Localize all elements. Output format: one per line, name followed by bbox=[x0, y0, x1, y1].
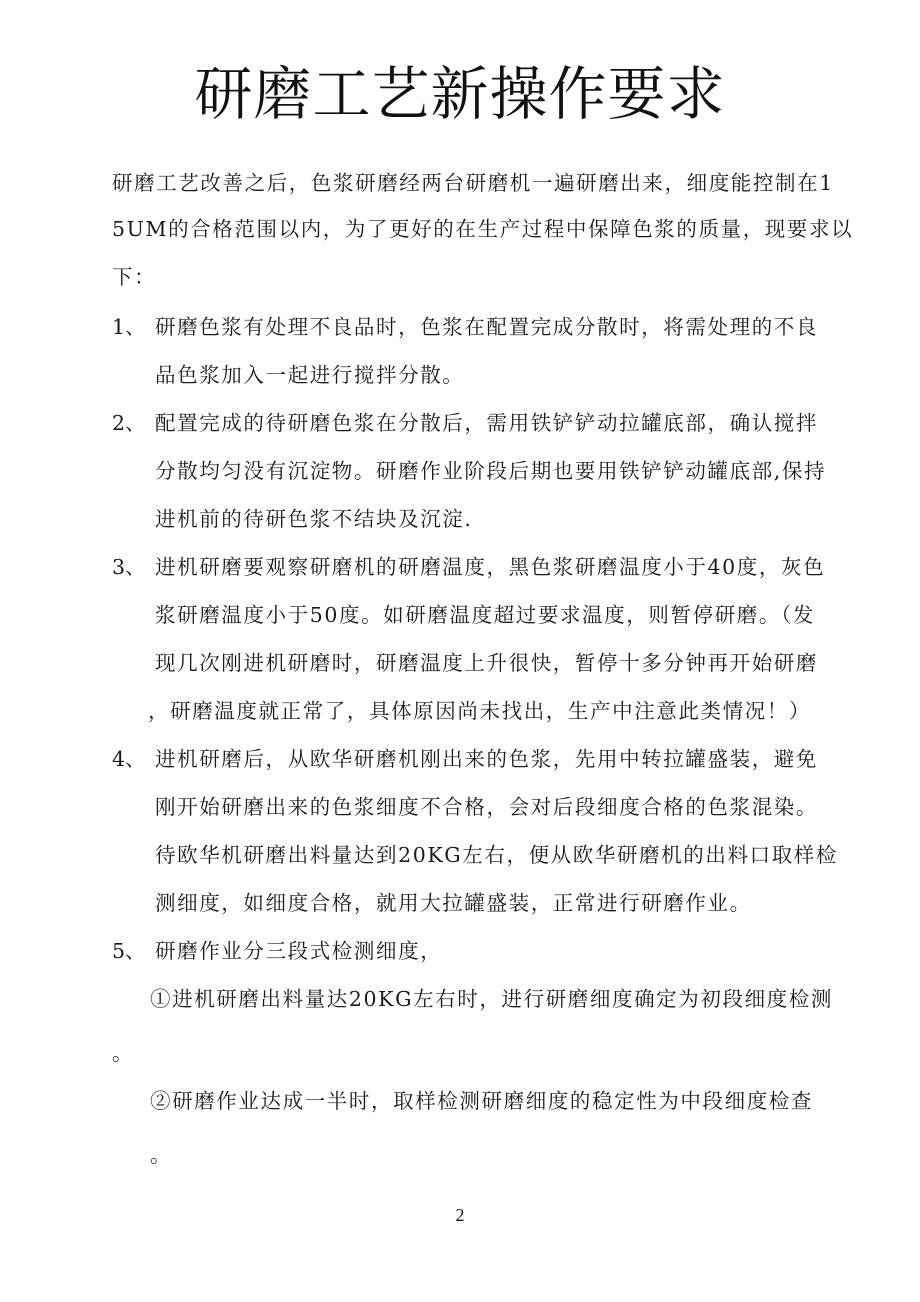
item-line: 浆研磨温度小于50度。如研磨温度超过要求温度，则暂停研磨。（发 bbox=[155, 603, 815, 627]
item-line: 研磨色浆有处理不良品时，色浆在配置完成分散时，将需处理的不良 bbox=[155, 315, 818, 339]
item-line: 进机研磨后，从欧华研磨机刚出来的色浆，先用中转拉罐盛装，避免 bbox=[155, 747, 818, 771]
intro-line: 下： bbox=[112, 265, 157, 289]
item-number: 5、 bbox=[112, 939, 146, 963]
page-number: 2 bbox=[455, 1205, 465, 1225]
item-line: ，研磨温度就正常了，具体原因尚未找出，生产中注意此类情况！） bbox=[148, 699, 811, 723]
item-line: 刚开始研磨出来的色浆细度不合格，会对后段细度合格的色浆混染。 bbox=[155, 795, 818, 819]
item-line: 分散均匀没有沉淀物。研磨作业阶段后期也要用铁铲铲动罐底部,保持 bbox=[155, 459, 827, 483]
item-line: 待欧华机研磨出料量达到20KG左右，便从欧华研磨机的出料口取样检 bbox=[155, 843, 838, 867]
intro-line: 5UM的合格范围以内，为了更好的在生产过程中保障色浆的质量，现要求以 bbox=[112, 217, 854, 241]
sub-item-line: ①进机研磨出料量达20KG左右时，进行研磨细度确定为初段细度检测 bbox=[150, 987, 833, 1011]
item-number: 2、 bbox=[112, 411, 146, 435]
item-line: 配置完成的待研磨色浆在分散后，需用铁铲铲动拉罐底部，确认搅拌 bbox=[155, 411, 818, 435]
item-number: 3、 bbox=[112, 555, 146, 579]
document-title: 研磨工艺新操作要求 bbox=[194, 60, 726, 128]
item-line: 品色浆加入一起进行搅拌分散。 bbox=[155, 363, 465, 387]
item-line: 研磨作业分三段式检测细度， bbox=[155, 939, 443, 963]
sub-item-line: 。 bbox=[112, 1041, 135, 1065]
item-line: 现几次刚进机研磨时，研磨温度上升很快，暂停十多分钟再开始研磨 bbox=[155, 651, 818, 675]
item-line: 进机研磨要观察研磨机的研磨温度，黑色浆研磨温度小于40度，灰色 bbox=[155, 555, 826, 579]
item-line: 进机前的待研色浆不结块及沉淀. bbox=[155, 507, 473, 531]
item-number: 1、 bbox=[112, 315, 146, 339]
item-number: 4、 bbox=[112, 747, 146, 771]
sub-item-line: ②研磨作业达成一半时，取样检测研磨细度的稳定性为中段细度检查 bbox=[150, 1089, 813, 1113]
intro-line: 研磨工艺改善之后，色浆研磨经两台研磨机一遍研磨出来，细度能控制在1 bbox=[112, 171, 834, 195]
item-line: 测细度，如细度合格，就用大拉罐盛装，正常进行研磨作业。 bbox=[155, 891, 752, 915]
sub-item-line: 。 bbox=[150, 1143, 173, 1167]
